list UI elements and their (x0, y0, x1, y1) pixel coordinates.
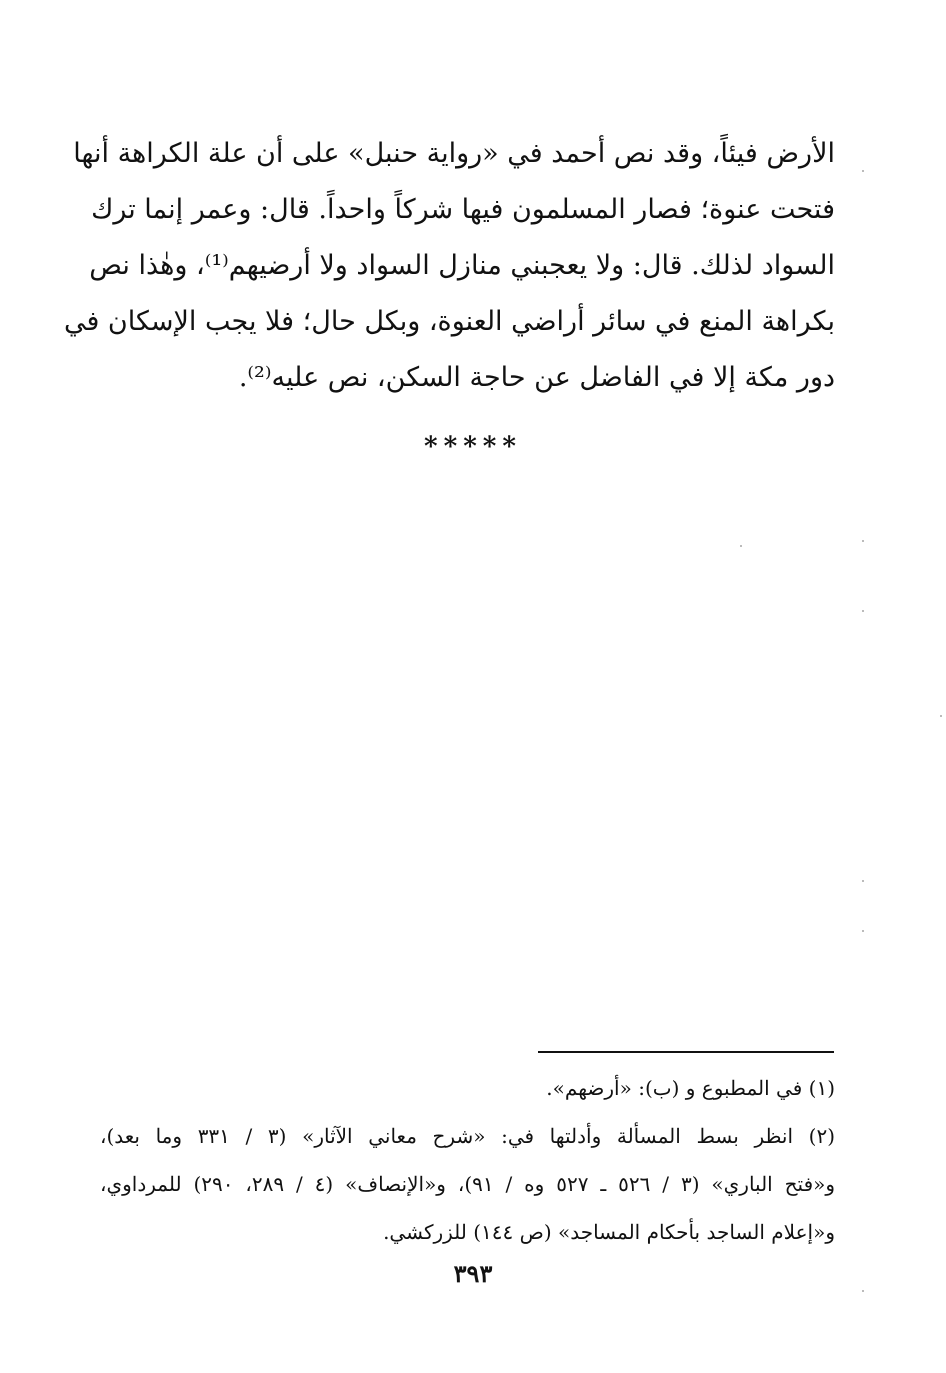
footnote-line: و«فتح الباري» (٣ / ٥٢٦ ـ ٥٢٧ وه / ٩١)، و«الإنصاف» (٤ / ٢٨٩، ٢٩٠) للمرداوي، (100, 1172, 836, 1196)
body-line: دور مكة إلا في الفاضل عن حاجة السكن، نص عليه⁽²⁾. (238, 362, 835, 393)
scan-speck (862, 170, 864, 172)
body-line: بكراهة المنع في سائر أراضي العنوة، وبكل حال؛ فلا يجب الإسكان في (63, 306, 835, 337)
scan-speck (940, 715, 942, 717)
section-divider: ***** (424, 432, 522, 462)
scan-speck (862, 880, 864, 882)
footnote-line: (٢) انظر بسط المسألة وأدلتها في: «شرح معاني الآثار» (٣ / ٣٣١ وما بعد)، (100, 1124, 836, 1148)
body-line: الأرض فيئاً، وقد نص أحمد في «رواية حنبل» على أن علة الكراهة أنها (73, 138, 835, 169)
body-line: فتحت عنوة؛ فصار المسلمون فيها شركاً واحداً. قال: وعمر إنما ترك (91, 194, 835, 225)
page-number: ٣٩٣ (453, 1259, 493, 1288)
footnotes (100, 1064, 835, 1256)
scan-speck (862, 1290, 864, 1292)
scan-speck (740, 545, 742, 547)
footnote-rule (538, 1051, 834, 1053)
body-line: السواد لذلك. قال: ولا يعجبني منازل السواد ولا أرضيهم⁽¹⁾، وهٰذا نص (89, 250, 835, 281)
scan-speck (862, 540, 864, 542)
footnote-line: (١) في المطبوع و (ب): «أرضهم». (546, 1076, 835, 1100)
body-text (63, 126, 835, 406)
scan-speck (862, 930, 864, 932)
scan-speck (862, 610, 864, 612)
footnote-line: و«إعلام الساجد بأحكام المساجد» (ص ١٤٤) للزركشي. (383, 1220, 835, 1244)
